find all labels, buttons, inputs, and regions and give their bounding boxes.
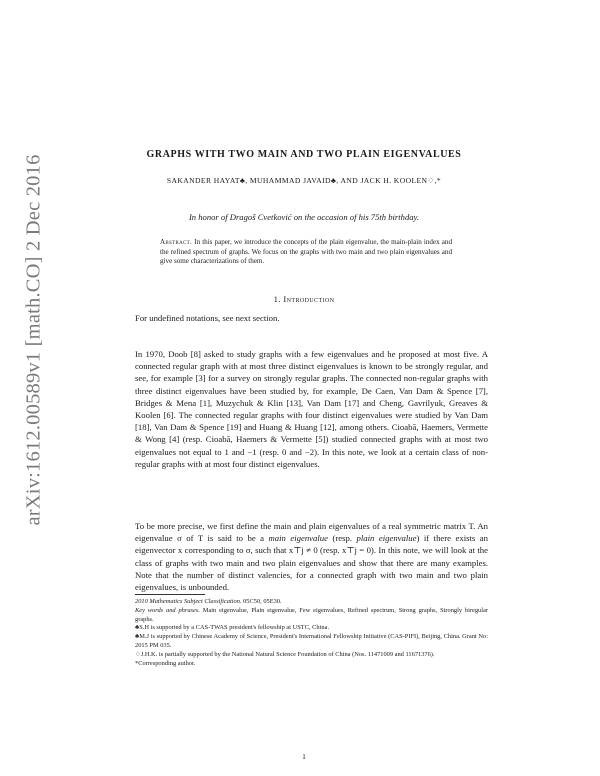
term-plain-eigenvalue: plain eigenvalue — [356, 533, 417, 544]
arxiv-stamp — [14, 110, 54, 570]
author-list: SAKANDER HAYAT♣, MUHAMMAD JAVAID♣, AND JACK H. KOOLEN♢,* — [166, 176, 442, 185]
footnote-keywords — [135, 607, 488, 625]
footnote-rule — [135, 594, 205, 595]
arxiv-stamp-text: arXiv:1612.00589v1 [math.CO] 2 Dec 2016 — [22, 154, 45, 526]
page-number: 1 — [302, 752, 306, 761]
footnote-sh: ♣S.H is supported by a CAS-TWAS president's fellowship at USTC, China. — [135, 624, 330, 632]
text-run: ) if there exists an eigenvector x corresponding to σ, such that x⊤j ≠ 0 (resp. x⊤j = 0). In this note, we will look at the class of graphs with two main and two plain eigenvalues and show that there are many examples. Note that the number of distinct valencies, for a connected graph with two main and two plain eigenvalues, is unbounded. — [135, 533, 488, 593]
keywords-label: Key words and phrases. — [135, 606, 200, 614]
msc-codes: 05C50, 05E30. — [241, 598, 282, 605]
paper-title: GRAPHS WITH TWO MAIN AND TWO PLAIN EIGENVALUES — [146, 149, 462, 160]
msc-label: 2010 Mathematics Subject Classification. — [135, 598, 242, 605]
paragraph-text: In 1970, Doob [8] asked to study graphs with a few eigenvalues and he proposed at most five. A connected regular graph with at most three distinct eigenvalues is known to be strongly regular, and see, for example [3] for a survey on strongly regular graphs. The connected non-regular graphs with three distinct eigenvalues have been studied by, for example, De Caen, Van Dam & Spence [7], Bridges & Mena [1], Muzychuk & Klin [13], Van Dam [17] and Cheng, Gavrilyuk, Greaves & Koolen [6]. The connected regular graphs with four distinct eigenvalues were studied by Van Dam [18], Van Dam & Spence [19] and Huang & Huang [12], among others. Cioabă, Haemers, Vermette & Wong [4] (resp. Cioabă, Haemers & Vermette [5]) studied connected graphs with at most two eigenvalues not equal to 1 and −1 (resp. 0 and −2). In this note, we look at a certain class of non-regular graphs with at most four distinct eigenvalues. — [135, 349, 488, 469]
footnote-jhk: ♢J.H.K. is partially supported by the National Natural Science Foundation of China (Nos. 11471009 and 11671376). — [135, 650, 435, 658]
footnote-mj: ♣M.J is supported by Chinese Academy of Science, President's International Fellowship Initiative (CAS-PIFI), Beijing, China. Grant No: 2015 PM 035. — [135, 633, 488, 649]
paragraph-notation — [135, 312, 488, 324]
dedication: In honor of Dragoš Cvetković on the occasion of his 75th birthday. — [188, 212, 420, 222]
paragraph-text: For undefined notations, see next section. — [135, 313, 280, 323]
paragraph-definition — [135, 520, 488, 593]
abstract — [160, 238, 452, 267]
keywords-text: Main eigenvalue, Plain eigenvalue, Few eigenvalues, Refined spectrum, Strong graphs, Strongly biregular graphs. — [135, 606, 488, 623]
term-main-eigenvalue: main eigenvalue — [268, 533, 328, 544]
paragraph-history — [135, 348, 488, 470]
abstract-text: In this paper, we introduce the concepts of the plain eigenvalue, the main-plain index and the refined spectrum of graphs. We focus on the graphs with two main and two plain eigenvalues and give some characterizations of them. — [160, 238, 452, 266]
footnote-corresponding: *Corresponding author. — [135, 659, 196, 667]
paragraph-text — [135, 520, 488, 593]
section-heading: 1. Introduction — [273, 294, 335, 304]
text-run: (resp. — [328, 533, 357, 544]
text-run: To be more precise, we first define the main and plain eigenvalues of a real symmetric matrix T. An eigenvalue σ of T is said to be a — [135, 521, 488, 544]
footnotes — [135, 598, 488, 668]
abstract-heading: Abstract. — [160, 238, 193, 246]
footnote-msc — [135, 598, 488, 607]
